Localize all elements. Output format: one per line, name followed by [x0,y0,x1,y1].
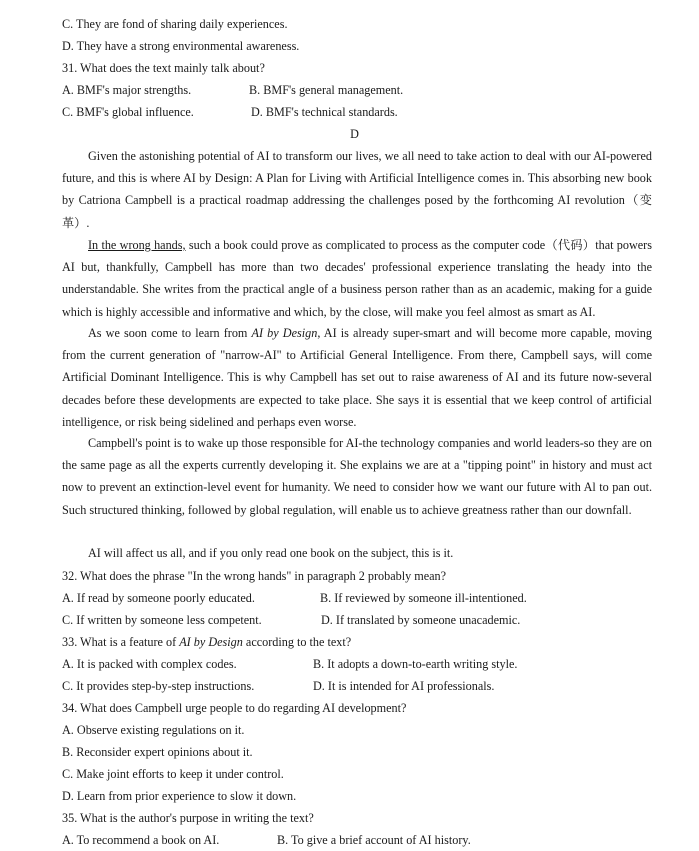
section-label: D [350,127,359,141]
q33-text-after: according to the text? [242,635,352,649]
q34-option-d: D. Learn from prior experience to slow it down. [62,789,297,803]
passage-paragraph-3 [62,322,652,433]
p2-text: such a book could prove as complicated to process as the computer code（代码）that powers AI but, thankfully, Campbell has more than two decades' professional experience translating the heady into the understandable. She writes from the practical angle of a business person rather than as an academic, making for a guide which is highly accessible and informative and which, by the close, will make you feel almost as smart as AI. [62,238,652,319]
question-34: 34. What does Campbell urge people to do regarding AI development? [62,701,407,715]
q35-option-a: A. To recommend a book on AI. [62,833,220,847]
question-33 [62,635,351,649]
q31-option-c: C. BMF's global influence. [62,105,194,119]
q33-option-a: A. It is packed with complex codes. [62,657,237,671]
question-31: 31. What does the text mainly talk about? [62,61,265,75]
q32-option-a: A. If read by someone poorly educated. [62,591,255,605]
q33-option-c: C. It provides step-by-step instructions. [62,679,255,693]
underlined-phrase: In the wrong hands, [88,238,186,252]
passage-paragraph-5 [62,542,652,564]
p3-text-after: , AI is already super-smart and will become more capable, moving from the current generation of "narrow-AI" to Artificial General Intelligence. From there, Campbell says, will come Artificial Dominant Intelligence. This is why Campbell has set out to raise awareness of AI and its future now-several decades before these developments are expected to take place. She says it is essential that we keep control of artificial intelligence, or risk being sidelined and perhaps even worse. [62,326,652,429]
q33-option-b: B. It adopts a down-to-earth writing style. [313,657,518,671]
p4-text: Campbell's point is to wake up those responsible for AI-the technology companies and world leaders-so they are on the same page as all the experts currently developing it. She explains we are at a "tipping point" in history and must act now to prevent an extinction-level event for humanity. We need to consider how we want our future with Al to pan out. Such structured thinking, followed by global regulation, will enable us to achieve greatness rather than our downfall. [62,436,652,517]
q32-option-b: B. If reviewed by someone ill-intentioned. [320,591,527,605]
q31-option-a: A. BMF's major strengths. [62,83,192,97]
p1-text: Given the astonishing potential of AI to transform our lives, we all need to take action to deal with our AI-powered future, and this is where AI by Design: A Plan for Living with Artificial Intelligence comes in. This absorbing new book by Catriona Campbell is a practical roadmap addressing the challenges posed by the forthcoming AI revolution（变革）. [62,149,652,230]
book-title: AI by Design [251,326,318,340]
passage-paragraph-2 [62,234,652,323]
q34-option-b: B. Reconsider expert opinions about it. [62,745,253,759]
q33-text-before: 33. What is a feature of [62,635,180,649]
question-32: 32. What does the phrase "In the wrong hands" in paragraph 2 probably mean? [62,569,447,583]
prev-option-d: D. They have a strong environmental awareness. [62,39,300,53]
passage-paragraph-4 [62,432,652,521]
q31-option-d: D. BMF's technical standards. [251,105,398,119]
q35-option-b: B. To give a brief account of AI history. [277,833,471,847]
q34-option-c: C. Make joint efforts to keep it under control. [62,767,284,781]
q33-option-d: D. It is intended for AI professionals. [313,679,495,693]
question-35: 35. What is the author's purpose in writing the text? [62,811,314,825]
q34-option-a: A. Observe existing regulations on it. [62,723,245,737]
p5-text: AI will affect us all, and if you only read one book on the subject, this is it. [88,546,454,560]
p3-text-before: As we soon come to learn from [88,326,252,340]
prev-option-c: C. They are fond of sharing daily experiences. [62,17,288,31]
q31-option-b: B. BMF's general management. [249,83,404,97]
q32-option-c: C. If written by someone less competent. [62,613,262,627]
q33-book-title: AI by Design [179,635,243,649]
q32-option-d: D. If translated by someone unacademic. [321,613,521,627]
passage-paragraph-1 [62,145,652,234]
